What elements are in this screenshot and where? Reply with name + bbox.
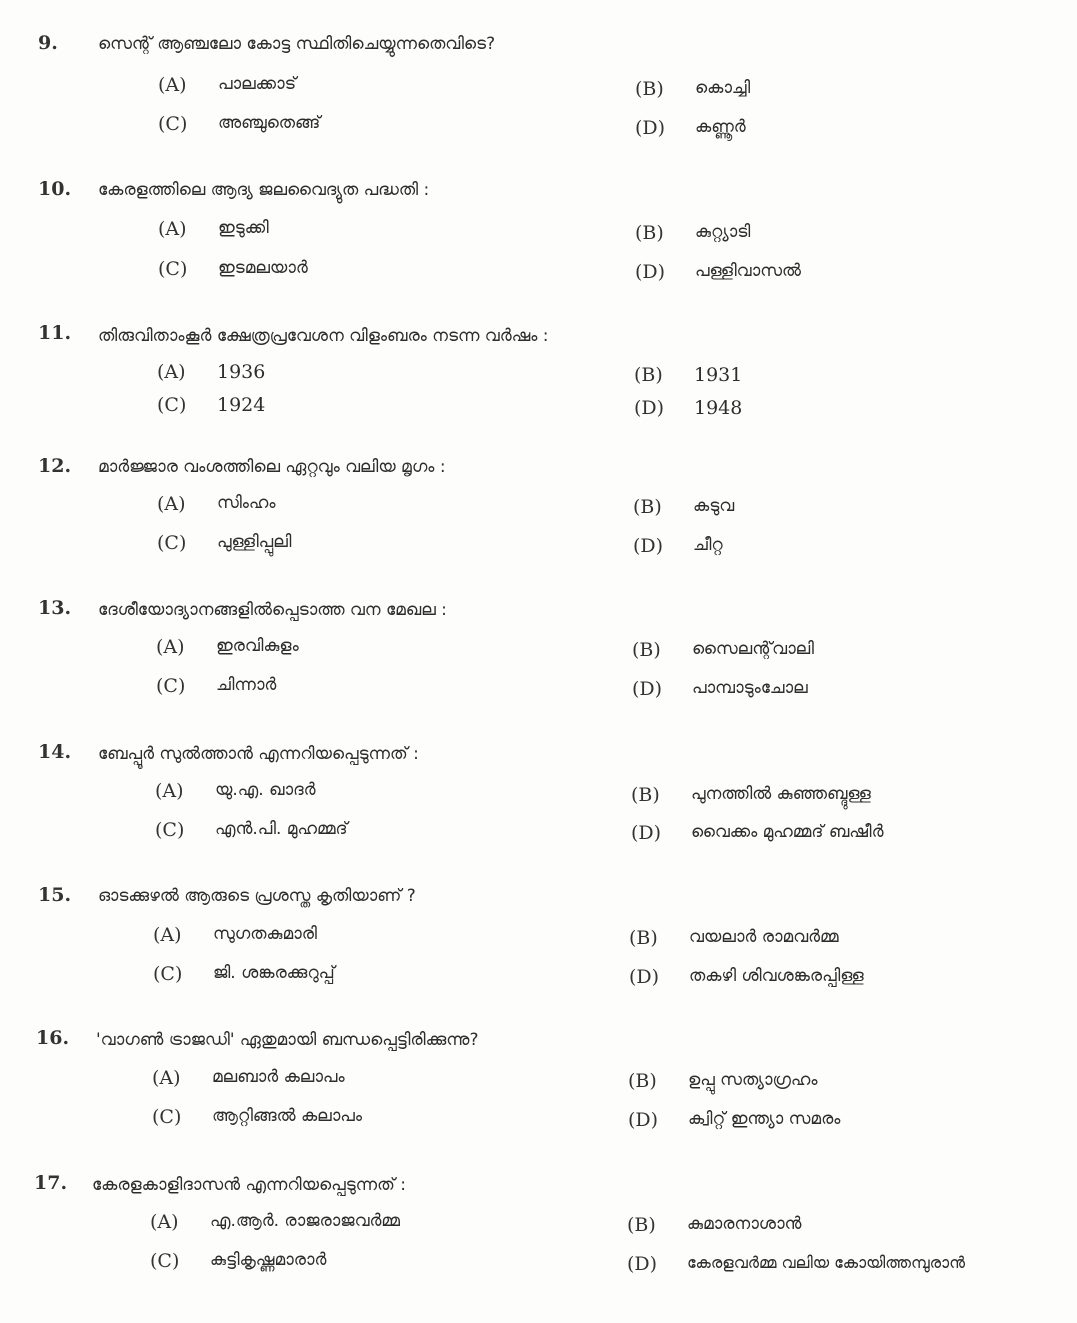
option-text: ഇടുക്കി — [218, 218, 269, 238]
option-text: 1936 — [217, 361, 266, 383]
option-label: (A) — [158, 218, 187, 240]
option-label: (D) — [631, 822, 662, 844]
question-text: കേരളകാളിദാസൻ എന്നറിയപ്പെടുന്നത് : — [92, 1175, 407, 1195]
option-text: ക്വിറ്റ് ഇന്ത്യാ സമരം — [688, 1109, 841, 1129]
option-text: പാമ്പാടുംചോല — [692, 678, 808, 698]
question-number: 10. — [38, 178, 72, 200]
option-label: (C) — [152, 1106, 182, 1128]
question-14 — [0, 741, 1077, 871]
option-label: (D) — [635, 117, 666, 139]
option-label: (B) — [632, 639, 661, 661]
question-12 — [0, 455, 1077, 585]
option-label: (D) — [632, 678, 663, 700]
question-number: 12. — [38, 455, 72, 477]
option-label: (B) — [635, 222, 664, 244]
option-label: (B) — [631, 784, 660, 806]
option-text: കുറ്റ്യാടി — [695, 222, 751, 242]
question-text: സെന്റ് ആഞ്ചലോ കോട്ട സ്ഥിതിചെയ്യുന്നതെവിടെ? — [98, 34, 496, 54]
question-number: 11. — [38, 322, 72, 344]
option-label: (D) — [633, 535, 664, 557]
option-text: പാലക്കാട് — [218, 74, 297, 94]
option-text: വയലാർ രാമവർമ്മ — [689, 927, 839, 947]
option-text: ഉപ്പു സത്യാഗ്രഹം — [688, 1070, 818, 1090]
option-text: 1924 — [217, 394, 266, 416]
option-label: (B) — [627, 1214, 656, 1236]
option-text: സിംഹം — [217, 493, 276, 513]
option-label: (B) — [633, 496, 662, 518]
option-label: (D) — [635, 261, 666, 283]
question-text: ഓടക്കുഴൽ ആരുടെ പ്രശസ്ത കൃതിയാണ് ? — [98, 886, 416, 906]
option-label: (D) — [629, 966, 660, 988]
option-text: 1931 — [694, 364, 743, 386]
option-label: (A) — [156, 636, 185, 658]
question-number: 17. — [34, 1172, 68, 1194]
option-text: വൈക്കം മുഹമ്മദ് ബഷീർ — [691, 822, 884, 842]
option-text: കുമാരനാശാൻ — [687, 1214, 802, 1234]
question-text: മാർജ്ജാര വംശത്തിലെ ഏറ്റവും വലിയ മൃഗം : — [98, 457, 446, 477]
option-label: (A) — [150, 1211, 179, 1233]
option-text: കണ്ണൂർ — [695, 117, 746, 137]
option-text: പുനത്തിൽ കുഞ്ഞബ്ദുള്ള — [691, 784, 871, 804]
option-text: അഞ്ചുതെങ്ങ് — [218, 113, 321, 133]
option-text: എ.ആർ. രാജരാജവർമ്മ — [210, 1211, 400, 1231]
option-text: കുട്ടികൃഷ്ണമാരാർ — [210, 1250, 327, 1270]
option-label: (D) — [627, 1253, 658, 1275]
option-label: (C) — [153, 963, 183, 985]
option-label: (D) — [634, 397, 665, 419]
option-text: പള്ളിവാസൽ — [695, 261, 801, 281]
question-11 — [0, 322, 1077, 452]
question-10 — [0, 178, 1077, 308]
option-text: ആറ്റിങ്ങൽ കലാപം — [212, 1106, 362, 1126]
question-text: തിരുവിതാംകൂർ ക്ഷേത്രപ്രവേശന വിളംബരം നടന്ന വർഷം : — [98, 326, 549, 346]
option-text: കടുവ — [693, 496, 735, 516]
option-label: (B) — [635, 78, 664, 100]
option-text: ഇരവികുളം — [216, 636, 299, 656]
question-text: കേരളത്തിലെ ആദ്യ ജലവൈദ്യുത പദ്ധതി : — [98, 180, 430, 200]
option-text: തകഴി ശിവശങ്കരപ്പിള്ള — [689, 966, 864, 986]
option-text: പുള്ളിപ്പുലി — [217, 532, 292, 552]
option-label: (A) — [158, 74, 187, 96]
option-text: ജി. ശങ്കരക്കുറുപ്പ് — [213, 963, 335, 983]
option-label: (B) — [634, 364, 663, 386]
option-label: (A) — [157, 361, 186, 383]
question-13 — [0, 597, 1077, 727]
option-text: 1948 — [694, 397, 743, 419]
question-text: 'വാഗൺ ട്രാജഡി' ഏതുമായി ബന്ധപ്പെട്ടിരിക്കുന്നു? — [96, 1030, 479, 1050]
option-text: മലബാർ കലാപം — [212, 1067, 345, 1087]
option-label: (A) — [155, 780, 184, 802]
option-text: എൻ.പി. മുഹമ്മദ് — [215, 819, 348, 839]
question-15 — [0, 884, 1077, 1014]
question-text: ദേശീയോദ്യാനങ്ങളിൽപ്പെടാത്ത വന മേഖല : — [98, 600, 447, 620]
option-label: (B) — [628, 1070, 657, 1092]
question-16 — [0, 1027, 1077, 1157]
option-label: (C) — [155, 819, 185, 841]
option-label: (C) — [156, 675, 186, 697]
option-label: (B) — [629, 927, 658, 949]
question-text: ബേപ്പൂർ സുൽത്താൻ എന്നറിയപ്പെടുന്നത് : — [98, 744, 419, 764]
option-label: (C) — [158, 113, 188, 135]
option-label: (A) — [157, 493, 186, 515]
option-label: (C) — [150, 1250, 180, 1272]
question-17 — [0, 1172, 1077, 1302]
option-label: (C) — [157, 394, 187, 416]
question-number: 9. — [38, 32, 58, 54]
option-text: കേരളവർമ്മ വലിയ കോയിത്തമ്പുരാൻ — [687, 1253, 966, 1272]
option-text: ഇടമലയാർ — [218, 258, 308, 278]
option-text: കൊച്ചി — [695, 78, 751, 98]
option-label: (D) — [628, 1109, 659, 1131]
question-number: 15. — [38, 884, 72, 906]
option-label: (A) — [153, 924, 182, 946]
question-9 — [0, 32, 1077, 162]
question-number: 16. — [36, 1027, 70, 1049]
option-text: ചിന്നാർ — [216, 675, 277, 695]
option-text: സൈലന്റ്‌വാലി — [692, 639, 814, 659]
question-number: 13. — [38, 597, 72, 619]
option-label: (A) — [152, 1067, 181, 1089]
question-number: 14. — [38, 741, 72, 763]
option-text: ചീറ്റ — [693, 535, 723, 555]
option-text: സുഗതകുമാരി — [213, 924, 317, 944]
option-text: യു.എ. ഖാദർ — [215, 780, 316, 800]
option-label: (C) — [158, 258, 188, 280]
option-label: (C) — [157, 532, 187, 554]
